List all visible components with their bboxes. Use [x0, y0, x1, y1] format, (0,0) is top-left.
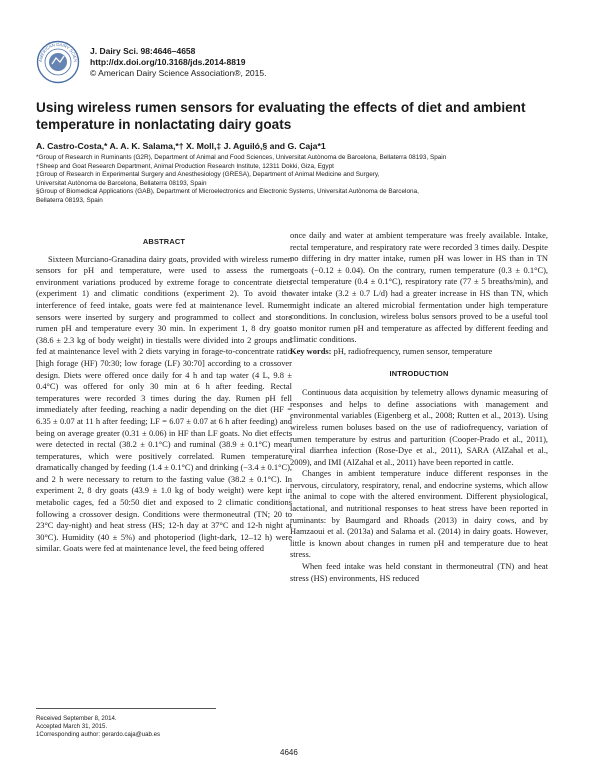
journal-citation: J. Dairy Sci. 98:4646–4658	[90, 46, 196, 56]
paper-title: Using wireless rumen sensors for evaluating the effects of diet and ambient temperature in nonlactating dairy goats	[36, 100, 526, 132]
intro-paragraph-2: Changes in ambient temperature induce different responses in the nervous, circulatory, respiratory, renal, and endocrine systems, which allow the animal to cope with the altered environment. Different physiological, lactational, and nutritional responses to heat stress have been reported in ruminants: by Baumgard and Rhoads (2013) in dairy cows, and by Hamzaoui et al. (2013a) and Salama et al. (2014) in dairy goats. However, little is known about changes in rumen pH and temperature due to heat stress.	[290, 468, 548, 560]
corresponding-author: 1Corresponding author: gerardo.caja@uab.es	[36, 731, 161, 738]
journal-doi[interactable]: http://dx.doi.org/10.3168/jds.2014-8819	[90, 57, 246, 67]
right-column	[290, 230, 548, 584]
affiliation-1: *Group of Research in Ruminants (G2R), Department of Animal and Food Sciences, Universitat Autònoma de Barcelona, Bellaterra 08193, Spain	[36, 154, 447, 161]
intro-paragraph-1: Continuous data acquisition by telemetry allows dynamic measuring of responses and helps to define associations with management and environmental variables (Eigenberg et al., 2008; Rutten et al., 2013). Using wireless rumen boluses based on the use of radiofrequency, variation of rumen temperature by estrus and parturition (Cooper-Prado et al., 2011), viral diarrhea infection (Rose-Dye et al., 2011), SARA (AlZahal et al., 2009), and IMI (AlZahal et al., 2011) have been reported in cattle.	[290, 387, 548, 467]
introduction-heading: INTRODUCTION	[389, 368, 449, 378]
journal-copyright: © American Dairy Science Association®, 2015.	[90, 68, 267, 78]
left-column	[36, 230, 292, 555]
affiliation-3: ‡Group of Research in Experimental Surgery and Anesthesiology (GRESA), Department of Animal Medicine and Surgery,	[36, 171, 380, 179]
page-number: 4646	[280, 748, 298, 757]
keywords-label: Key words:	[290, 345, 332, 356]
keywords-line	[290, 346, 548, 358]
abstract-text-left: Sixteen Murciano-Granadina dairy goats, provided with wireless rumen sensors for pH and temperature, were used to assess the rumen environment variations produced by extreme forage to concentrate diets (experiment 1) and climatic conditions (experiment 2). To avoid the interference of feed intake, goats were fed at maintenance level. Rumen sensors were inserted by surgery and programmed to collect and store rumen pH and temperature every 30 min. In experiment 1, 8 dry goats (38.6 ± 2.3 kg of body weight) in tiestalls were divided into 2 groups and fed at maintenance level with 2 diets varying in forage-to-concentrate ratio [high forage (HF) 70:30; low forage (LF) 30:70] according to a crossover design. Diets were offered once daily for 4 h and tap water (4 L, 9.8 ± 0.4°C) was offered for only 30 min at 6 h after feeding. Rectal temperatures were recorded 3 times during the day. Rumen pH fell immediately after feeding, reaching a nadir depending on the diet (HF = 6.35 ± 0.07 at 11 h after feeding; LF = 6.07 ± 0.07 at 6 h after feeding) and being on average greater (0.31 ± 0.06) in HF than LF goats. No diet effects were detected in rectal (38.2 ± 0.1°C) and ruminal (38.9 ± 0.1°C) mean temperatures, which were positively correlated. Rumen temperature dramatically changed by feeding (1.4 ± 0.1°C) and drinking (−3.4 ± 0.1°C), and 2 h were necessary to return to the fasting value (38.2 ± 0.1°C). In experiment 2, 8 dry goats (43.9 ± 1.0 kg of body weight) were kept in metabolic cages, fed a 50:50 diet and exposed to 2 climatic conditions following a crossover design. Conditions were thermoneutral (TN; 20 to 23°C day-night) and heat stress (HS; 12-h day at 37°C and 12-h night at 30°C). Humidity (40 ± 5%) and photoperiod (light-dark, 12–12 h) were similar. Goats were fed at maintenance level, the feed being offered	[36, 253, 292, 554]
affiliations	[36, 154, 566, 206]
affiliation-6: Bellaterra 08193, Spain	[36, 196, 103, 204]
journal-info	[90, 46, 266, 79]
logo-text: AMERICAN DAIRY SCIEN	[37, 41, 79, 63]
abstract-text-right: once daily and water at ambient temperature was freely available. Intake, rectal temperature, and respiratory rate were recorded 3 times daily. Despite no differing in dry matter intake, rumen pH was lower in HS than in TN goats (−0.12 ± 0.04). On the contrary, rumen temperature (0.3 ± 0.1°C), rectal temperature (0.4 ± 0.1°C), respiratory rate (77 ± 5 breaths/min), and water intake (3.2 ± 0.7 L/d) had a greater increase in HS than TN, which might indicate an altered microbial fermentation under high temperature conditions. In conclusion, wireless bolus sensors proved to be a useful tool to monitor rumen pH and temperature as affected by different feeding and climatic conditions.	[290, 230, 548, 345]
affiliation-2: †Sheep and Goat Research Department, Animal Production Research Institute, 12311 Dokki, Giza, Egypt	[36, 162, 334, 170]
accepted-date: Accepted March 31, 2015.	[36, 723, 108, 730]
author-list: A. Castro-Costa,* A. A. K. Salama,*† X. Moll,‡ J. Aguiló,§ and G. Caja*1	[36, 141, 326, 151]
abstract-heading: ABSTRACT	[142, 237, 186, 246]
affiliation-5: §Group of Biomedical Applications (GAB), Department of Microelectronics and Electronic Systems, Universitat Autònoma de Barcelona,	[36, 188, 419, 196]
affiliation-4: Universitat Autònoma de Barcelona, Bellaterra 08193, Spain	[36, 179, 207, 187]
article-footnote	[36, 708, 216, 739]
adsa-logo	[36, 40, 80, 84]
intro-paragraph-3: When feed intake was held constant in thermoneutral (TN) and heat stress (HS) environments, HS reduced	[290, 561, 548, 583]
keywords-text: pH, radiofrequency, rumen sensor, temperature	[333, 345, 493, 356]
received-date: Received September 8, 2014.	[36, 715, 117, 722]
